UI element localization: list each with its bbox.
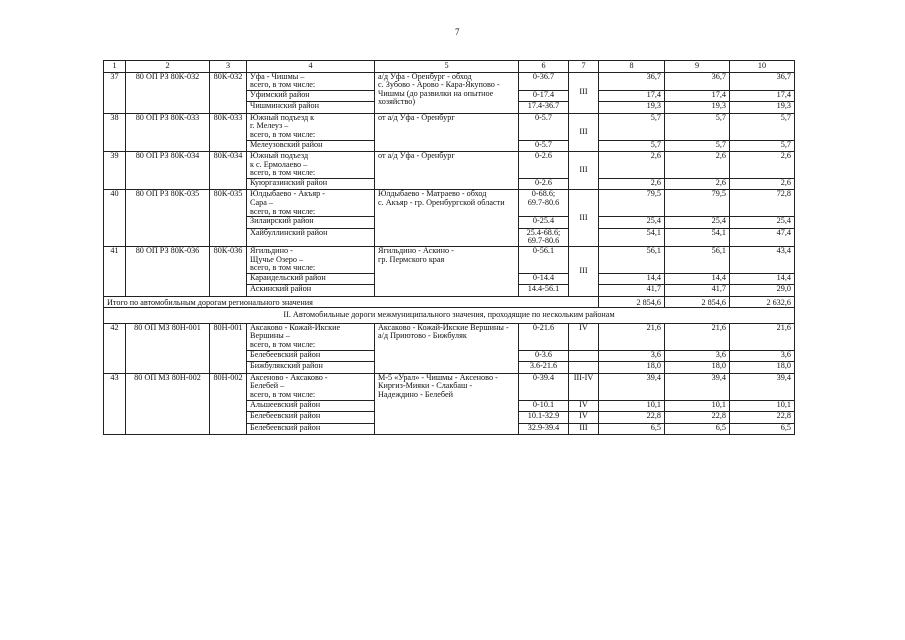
length-col9: 22,8: [665, 412, 730, 424]
length-col8: 5,7: [599, 140, 665, 152]
length-col10: 72,8: [730, 190, 795, 217]
text-line: Чишмы (до развилки на опытное: [378, 88, 494, 98]
text-line: 69.7-80.6: [527, 197, 560, 207]
length-col10: 5,7: [730, 140, 795, 152]
district-km: [519, 285, 569, 297]
text-line: Киргиз-Мияки - Слакбаш -: [378, 381, 473, 391]
text-line: а/д Приютово - Бижбуляк: [378, 331, 467, 341]
road-id: 80 ОП МЗ 80Н-002: [126, 373, 210, 434]
column-header: 7: [569, 61, 599, 73]
length-col8: 21,6: [599, 323, 665, 350]
length-col10: 47,4: [730, 228, 795, 246]
road-id: 80 ОП РЗ 80К-033: [126, 113, 210, 151]
length-col9: 2,6: [665, 152, 730, 179]
road-row: [104, 190, 795, 217]
length-col8: 10,1: [599, 400, 665, 412]
length-col8: 54,1: [599, 228, 665, 246]
road-row: [104, 113, 795, 140]
length-col9: 2,6: [665, 178, 730, 190]
length-col8: 56,1: [599, 246, 665, 273]
district-km: [519, 362, 569, 374]
district-km: [519, 350, 569, 362]
district-category: [569, 350, 599, 362]
text-line: Юлдыбаево - Матраево - обход: [378, 189, 487, 199]
road-km: [519, 323, 569, 350]
road-id: 80 ОП МЗ 80Н-001: [126, 323, 210, 373]
road-route: [375, 152, 519, 190]
district-name: Белебеевский район: [247, 350, 375, 362]
length-col9: 10,1: [665, 400, 730, 412]
road-id: 80 ОП РЗ 80К-034: [126, 152, 210, 190]
road-km: [519, 373, 569, 400]
length-col9: 3,6: [665, 350, 730, 362]
text-line: 0-21.6: [532, 323, 555, 332]
text-line: 0-2.6: [534, 151, 553, 161]
length-col8: 36,7: [599, 72, 665, 90]
road-number: 41: [104, 246, 126, 296]
road-code: 80Н-001: [210, 323, 247, 373]
district-name: Белебеевский район: [247, 423, 375, 435]
section-title: II. Автомобильные дороги межмуниципального значения, проходящие по нескольким районам: [104, 308, 795, 324]
length-col8: 14,4: [599, 273, 665, 285]
text-line: всего, в том числе:: [250, 263, 316, 273]
column-header: 4: [247, 61, 375, 73]
text-line: Надеждино - Белебей: [378, 389, 453, 399]
text-line: 0-25.4: [532, 216, 555, 226]
length-col8: 17,4: [599, 90, 665, 102]
text-line: 0-3.6: [534, 350, 553, 359]
text-line: М-5 «Урал» - Чишмы - Аксеново -: [378, 373, 498, 382]
text-line: а/д Уфа - Оренбург - обход: [378, 72, 472, 81]
length-col8: 2,6: [599, 152, 665, 179]
length-col10: 22,8: [730, 412, 795, 424]
text-line: г. Мелеуз –: [250, 121, 289, 131]
road-route: [375, 72, 519, 113]
text-line: 0-17.4: [532, 90, 555, 99]
total-col9: 2 854,6: [665, 296, 730, 308]
length-col10: 17,4: [730, 90, 795, 102]
column-header: 1: [104, 61, 126, 73]
road-name: [247, 152, 375, 179]
district-name: Чишминский район: [247, 102, 375, 114]
road-km: [519, 190, 569, 217]
length-col10: 43,4: [730, 246, 795, 273]
district-name: Мелеузовский район: [247, 140, 375, 152]
length-col10: 21,6: [730, 323, 795, 350]
district-km: [519, 273, 569, 285]
length-col9: 14,4: [665, 273, 730, 285]
text-line: хозяйство): [378, 97, 416, 107]
road-category: III-IV: [569, 373, 599, 400]
text-line: 0-2.6: [534, 178, 553, 187]
road-row: [104, 72, 795, 90]
district-category: IV: [569, 400, 599, 412]
text-line: Вершины –: [250, 331, 290, 341]
district-km: [519, 217, 569, 229]
text-line: Юлдыбаево - Акъяр -: [250, 189, 325, 199]
text-line: Южный подъезд к: [250, 113, 315, 122]
road-route: [375, 113, 519, 151]
length-col9: 41,7: [665, 285, 730, 297]
length-col10: 5,7: [730, 113, 795, 140]
district-name: Куюргазинский район: [247, 178, 375, 190]
road-number: 42: [104, 323, 126, 373]
roads-table: [103, 60, 795, 435]
text-line: всего, в том числе:: [250, 389, 316, 399]
road-route: [375, 323, 519, 373]
text-line: 0-5.7: [534, 140, 553, 149]
page-number: 7: [455, 27, 460, 37]
road-category: IV: [569, 323, 599, 350]
length-col10: 14,4: [730, 273, 795, 285]
district-km: [519, 90, 569, 102]
length-col9: 54,1: [665, 228, 730, 246]
road-code: 80К-034: [210, 152, 247, 190]
district-km: [519, 412, 569, 424]
length-col9: 19,3: [665, 102, 730, 114]
road-id: 80 ОП РЗ 80К-035: [126, 190, 210, 247]
road-row: [104, 246, 795, 273]
text-line: к с. Ермолаево –: [250, 159, 308, 169]
road-number: 37: [104, 72, 126, 113]
length-col10: 2,6: [730, 178, 795, 190]
road-category: III: [569, 246, 599, 296]
text-line: 25.4-68.6;: [526, 228, 561, 237]
district-category: [569, 362, 599, 374]
road-code: 80К-033: [210, 113, 247, 151]
length-col9: 39,4: [665, 373, 730, 400]
road-code: 80Н-002: [210, 373, 247, 434]
section-row: [104, 308, 795, 324]
text-line: 69.7-80.6: [527, 236, 560, 246]
text-line: всего, в том числе:: [250, 129, 316, 139]
road-id: 80 ОП РЗ 80К-036: [126, 246, 210, 296]
text-line: Аксеново - Аксаково -: [250, 373, 328, 382]
column-header: 8: [599, 61, 665, 73]
road-row: [104, 152, 795, 179]
length-col8: 19,3: [599, 102, 665, 114]
text-line: гр. Пермского края: [378, 254, 445, 264]
district-name: Уфимский район: [247, 90, 375, 102]
text-line: Щучье Озеро –: [250, 254, 304, 264]
text-line: Аксаково - Кожай-Икские: [250, 323, 341, 332]
road-category: III: [569, 113, 599, 151]
length-col9: 17,4: [665, 90, 730, 102]
length-col8: 2,6: [599, 178, 665, 190]
text-line: Южный подъезд: [250, 151, 309, 161]
column-header: 6: [519, 61, 569, 73]
column-header: 10: [730, 61, 795, 73]
total-col10: 2 632,6: [730, 296, 795, 308]
road-name: [247, 190, 375, 217]
header-row: [104, 61, 795, 73]
total-row: [104, 296, 795, 308]
text-line: всего, в том числе:: [250, 168, 316, 178]
text-line: 0-39.4: [532, 373, 555, 382]
road-category: III: [569, 190, 599, 247]
length-col10: 39,4: [730, 373, 795, 400]
length-col10: 18,0: [730, 362, 795, 374]
length-col9: 79,5: [665, 190, 730, 217]
length-col8: 3,6: [599, 350, 665, 362]
column-header: 9: [665, 61, 730, 73]
district-category: III: [569, 423, 599, 435]
road-row: [104, 373, 795, 400]
text-line: 32.9-39.4: [527, 423, 560, 432]
district-km: [519, 400, 569, 412]
length-col8: 25,4: [599, 217, 665, 229]
text-line: 0-10.1: [532, 400, 555, 409]
road-code: 80К-032: [210, 72, 247, 113]
text-line: всего, в том числе:: [250, 340, 316, 350]
length-col10: 36,7: [730, 72, 795, 90]
length-col8: 79,5: [599, 190, 665, 217]
road-number: 43: [104, 373, 126, 434]
district-km: [519, 178, 569, 190]
length-col10: 3,6: [730, 350, 795, 362]
length-col8: 39,4: [599, 373, 665, 400]
length-col8: 5,7: [599, 113, 665, 140]
text-line: 17.4-36.7: [527, 101, 560, 111]
text-line: 0-5.7: [534, 113, 553, 122]
length-col9: 5,7: [665, 140, 730, 152]
road-name: [247, 373, 375, 400]
text-line: Ягильдино -: [250, 246, 293, 255]
road-category: III: [569, 72, 599, 113]
road-number: 39: [104, 152, 126, 190]
total-col8: 2 854,6: [599, 296, 665, 308]
length-col8: 22,8: [599, 412, 665, 424]
text-line: всего, в том числе:: [250, 80, 316, 90]
text-line: 0-56.1: [532, 246, 555, 255]
length-col9: 18,0: [665, 362, 730, 374]
district-name: Бижбулякский район: [247, 362, 375, 374]
road-route: [375, 373, 519, 434]
length-col9: 36,7: [665, 72, 730, 90]
road-name: [247, 113, 375, 140]
length-col10: 29,0: [730, 285, 795, 297]
road-km: [519, 246, 569, 273]
length-col10: 6,5: [730, 423, 795, 435]
road-km: [519, 113, 569, 140]
road-id: 80 ОП РЗ 80К-032: [126, 72, 210, 113]
district-km: [519, 423, 569, 435]
text-line: всего, в том числе:: [250, 206, 316, 216]
road-name: [247, 246, 375, 273]
column-header: 3: [210, 61, 247, 73]
district-category: IV: [569, 412, 599, 424]
text-line: 10.1-32.9: [527, 411, 560, 421]
text-line: 3.6-21.6: [529, 361, 558, 371]
road-route: [375, 190, 519, 247]
length-col9: 5,7: [665, 113, 730, 140]
text-line: 14.4-56.1: [527, 284, 560, 294]
road-category: III: [569, 152, 599, 190]
text-line: Сара –: [250, 197, 273, 207]
text-line: Белебей –: [250, 381, 285, 391]
road-name: [247, 72, 375, 90]
road-code: 80К-036: [210, 246, 247, 296]
text-line: с. Акъяр - гр. Оренбургской области: [378, 197, 505, 207]
text-line: Уфа - Чишмы –: [250, 72, 305, 81]
district-name: Белебеевский район: [247, 412, 375, 424]
text-line: 0-68.6;: [531, 189, 556, 199]
length-col10: 10,1: [730, 400, 795, 412]
district-km: [519, 140, 569, 152]
district-name: Аскинский район: [247, 285, 375, 297]
road-name: [247, 323, 375, 350]
district-name: Зилаирский район: [247, 217, 375, 229]
length-col10: 19,3: [730, 102, 795, 114]
column-header: 2: [126, 61, 210, 73]
length-col9: 21,6: [665, 323, 730, 350]
length-col9: 56,1: [665, 246, 730, 273]
district-km: [519, 102, 569, 114]
length-col8: 41,7: [599, 285, 665, 297]
length-col10: 25,4: [730, 217, 795, 229]
total-label: Итого по автомобильным дорогам регионального значения: [104, 296, 599, 308]
road-route: [375, 246, 519, 296]
text-line: 0-36.7: [532, 72, 555, 81]
road-code: 80К-035: [210, 190, 247, 247]
length-col8: 6,5: [599, 423, 665, 435]
road-number: 40: [104, 190, 126, 247]
district-name: Караидельский район: [247, 273, 375, 285]
column-header: 5: [375, 61, 519, 73]
district-name: Хайбуллинский район: [247, 228, 375, 246]
text-line: Ягильдино - Аскино -: [378, 246, 454, 255]
road-row: [104, 323, 795, 350]
text-line: от а/д Уфа - Оренбург: [378, 151, 455, 161]
text-line: 0-14.4: [532, 273, 555, 282]
text-line: с. Зубово - Арово - Кара-Якупово -: [378, 80, 500, 90]
road-km: [519, 72, 569, 90]
road-km: [519, 152, 569, 179]
length-col9: 25,4: [665, 217, 730, 229]
district-km: [519, 228, 569, 246]
road-number: 38: [104, 113, 126, 151]
district-name: Альшеевский район: [247, 400, 375, 412]
text-line: от а/д Уфа - Оренбург: [378, 113, 455, 122]
length-col8: 18,0: [599, 362, 665, 374]
length-col9: 6,5: [665, 423, 730, 435]
length-col10: 2,6: [730, 152, 795, 179]
text-line: Аксаково - Кожай-Икские Вершины -: [378, 323, 509, 332]
